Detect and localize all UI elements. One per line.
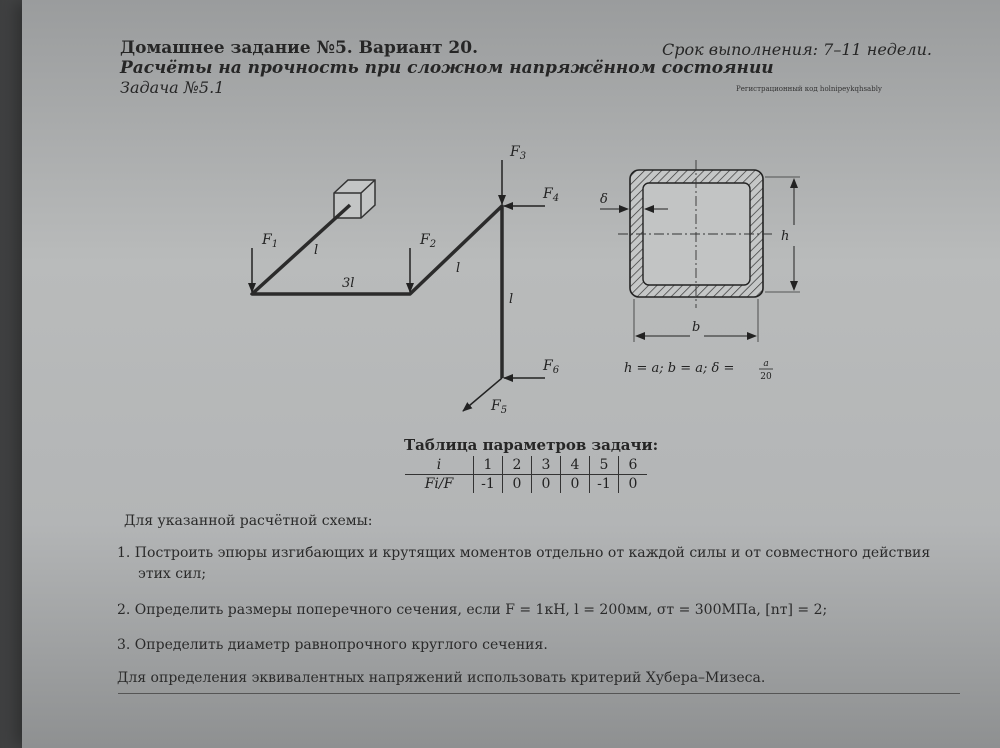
instructions-footer: Для определения эквивалентных напряжений использовать критерий Хубера–Мизеса. [117,670,766,686]
length-label-diagonal-2: l [456,261,461,276]
value-cell: 0 [503,475,532,494]
index-cell: 3 [532,456,561,475]
index-cell: 6 [619,456,648,475]
fraction-denominator: 20 [760,372,772,382]
index-cell: 5 [590,456,619,475]
deadline-text: Срок выполнения: 7–11 недели. [662,40,932,59]
assignment-subtitle: Расчёты на прочность при сложном напряжённом состоянии [120,58,774,78]
params-table-title: Таблица параметров задачи: [404,436,659,454]
table-row [405,456,647,475]
instruction-item-1: 1. Построить эпюры изгибающих и крутящих моментов отдельно от каждой силы и от совместного действия [117,545,931,561]
value-cell: 0 [628,476,638,492]
instruction-item-3: 3. Определить диаметр равнопрочного круглого сечения. [117,637,548,653]
value-cell: 0 [561,475,590,494]
assignment-title: Домашнее задание №5. Вариант 20. [120,38,479,58]
h-label: h [781,229,790,244]
frame-structure [252,205,502,378]
instruction-item-1-cont: этих сил; [138,566,207,582]
length-label-vertical: l [509,292,514,307]
length-label-diagonal: l [314,243,319,258]
value-cell: 0 [532,475,561,494]
fraction-numerator: a [763,359,769,369]
section-relation: h = a; b = a; δ = [624,361,735,376]
label-f1: $F_1$ [262,232,279,250]
value-cell: -1 [474,475,503,494]
hollow-square-section [618,160,774,308]
task-number: Задача №5.1 [120,78,225,97]
table-row [405,475,647,494]
instructions-intro: Для указанной расчётной схемы: [124,513,373,529]
label-f6: $F_6$ [543,358,560,376]
index-cell: 4 [561,456,590,475]
instruction-item-2: 2. Определить размеры поперечного сечения, если F = 1кН, l = 200мм, σт = 300МПа, [nт] = 2; [117,602,828,618]
label-f2: $F_2$ [420,232,437,250]
row-header-i: i [405,456,474,475]
bottom-divider [118,693,960,694]
registration-code: Регистрационный код holnipeykqhsablу [736,85,883,93]
label-f3: $F_3$ [510,144,527,162]
index-cell: 1 [474,456,503,475]
b-label: b [692,320,701,335]
params-table [405,456,647,493]
label-f4: $F_4$ [543,186,560,204]
label-f5: $F_5$ [491,398,508,416]
row-header-ratio: Fi/F [405,475,474,494]
delta-label: δ [600,192,608,207]
value-cell: -1 [590,475,619,494]
index-cell: 2 [503,456,532,475]
length-label-horizontal: 3l [342,276,355,291]
